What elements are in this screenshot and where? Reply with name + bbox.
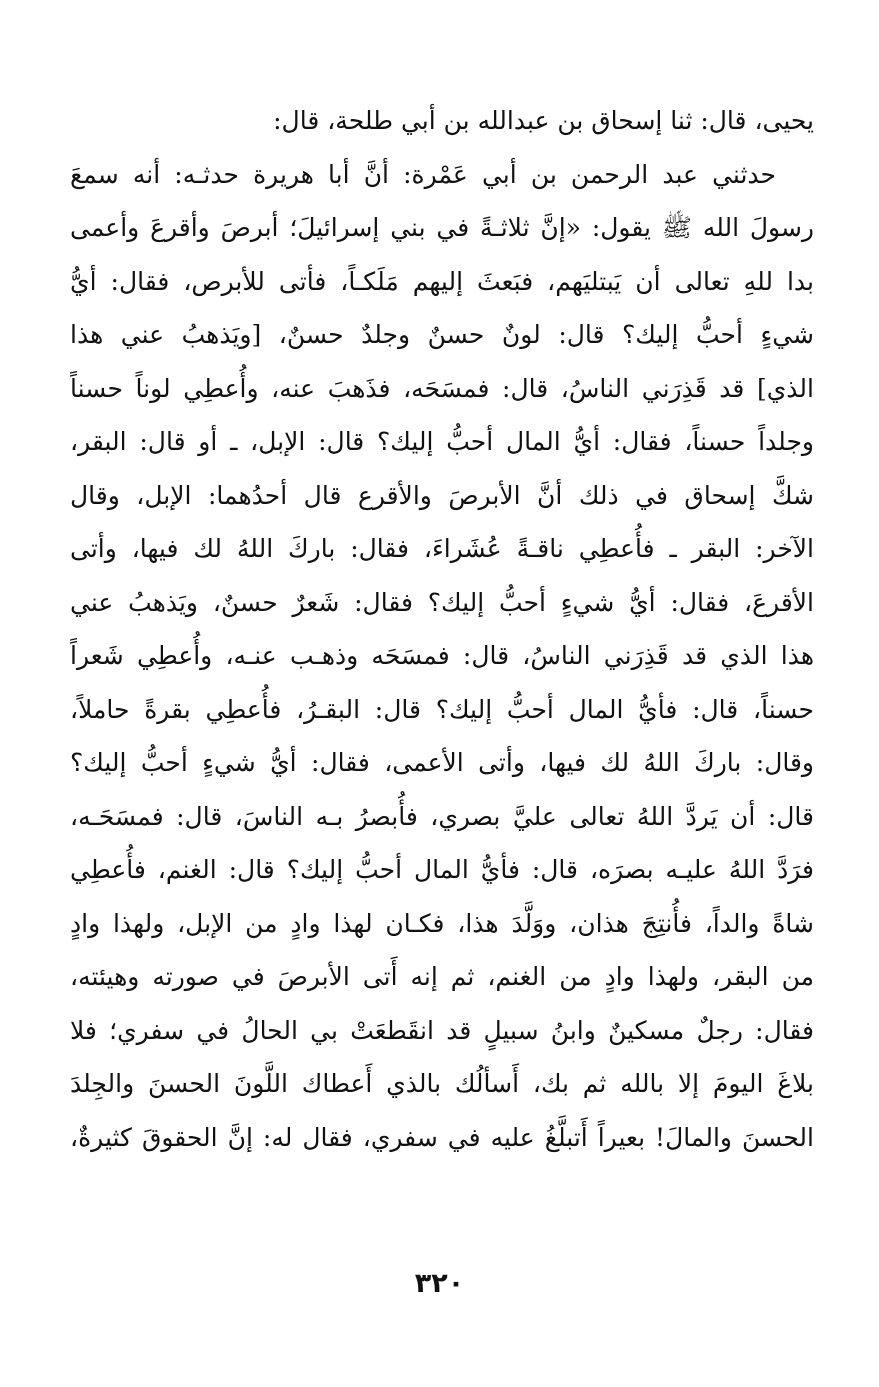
text-line: بدا للهِ تعالى أن يَبتليَهم، فبَعثَ إليهم مَلَكـاً، فأتى للأبرص، فقال: أيُّ — [70, 266, 814, 296]
text-line: شاةً والداً، فأُنتِجَ هذان، ووَلَّدَ هذا، فكـان لهذا وادٍ من الإبل، ولهذا وادٍ — [70, 908, 814, 938]
body-text — [70, 94, 814, 1164]
text-line: يحيى، قال: ثنا إسحاق بن عبدالله بن أبي طلحة، قال: — [273, 106, 814, 135]
text-line: شيءٍ أحبُّ إليك؟ قال: لونٌ حسنٌ وجلدٌ حسنٌ، [ويَذهبُ عني هذا — [70, 320, 814, 349]
text-line: قال: أن يَردَّ اللهُ تعالى عليَّ بصري، فأُبصرُ بـه الناسَ، قال: فمسَحَـه، — [70, 801, 814, 831]
text-line: الأقرعَ، فقال: أيُّ شيءٍ أحبُّ إليك؟ فقال: شَعرٌ حسنٌ، ويَذهبُ عني — [70, 587, 814, 617]
text-line: فرَدَّ اللهُ عليـه بصرَه، قال: فأيُّ المال أحبُّ إليك؟ قال: الغنم، فأُعطِي — [70, 855, 814, 884]
text-line: شكَّ إسحاق في ذلك أنَّ الأبرصَ والأقرع قال أحدُهما: الإبل، وقال — [70, 480, 814, 510]
text-line: الحسنَ والمالَ! بعيراً أَتبلَّغُ عليه في سفري، فقال له: إنَّ الحقوقَ كثيرةٌ، — [70, 1122, 814, 1152]
text-line: فقال: رجلٌ مسكينٌ وابنُ سبيلٍ قد انقَطعَتْ بي الحالُ في سفري؛ فلا — [70, 1015, 814, 1045]
text-line: من البقر، ولهذا وادٍ من الغنم، ثم إنه أَتى الأبرصَ في صورته وهيئته، — [70, 962, 814, 991]
text-line: وقال: باركَ اللهُ لك فيها، وأتى الأعمى، فقال: أيُّ شيءٍ أحبُّ إليك؟ — [70, 748, 814, 777]
text-line: حدثني عبد الرحمن بن أبي عَمْرة: أنَّ أبا هريرة حدثـه: أنه سمعَ — [70, 159, 776, 189]
text-line: هذا الذي قد قَذِرَني الناسُ، قال: فمسَحَه وذهـب عنـه، وأُعطِي شَعراً — [70, 641, 814, 670]
text-line: الذي] قد قَذِرَني الناسُ، قال: فمسَحَه، فذَهبَ عنه، وأُعطِي لوناً حسناً — [70, 373, 814, 403]
text-line: الآخر: البقر ـ فأُعطِي ناقـةً عُشَراءَ، فقال: باركَ اللهُ لك فيها، وأتى — [70, 534, 814, 563]
text-line: بلاغَ اليومَ إلا بالله ثم بك، أَسألُك بالذي أَعطاك اللَّونَ الحسنَ والجِلدَ — [70, 1069, 814, 1098]
text-line: وجلداً حسناً، فقال: أيُّ المال أحبُّ إليك؟ قال: الإبل، ـ أو قال: البقر، — [70, 427, 814, 456]
text-line: رسولَ الله ﷺ يقول: «إنَّ ثلاثـةً في بني إسرائيلَ؛ أبرصَ وأقرعَ وأعمى — [70, 213, 814, 242]
text-line: حسناً، قال: فأيُّ المال أحبُّ إليك؟ قال: البقـرُ، فأُعطِي بقرةً حاملاً، — [70, 694, 814, 724]
page-number: ٣٢٠ — [414, 1268, 465, 1299]
